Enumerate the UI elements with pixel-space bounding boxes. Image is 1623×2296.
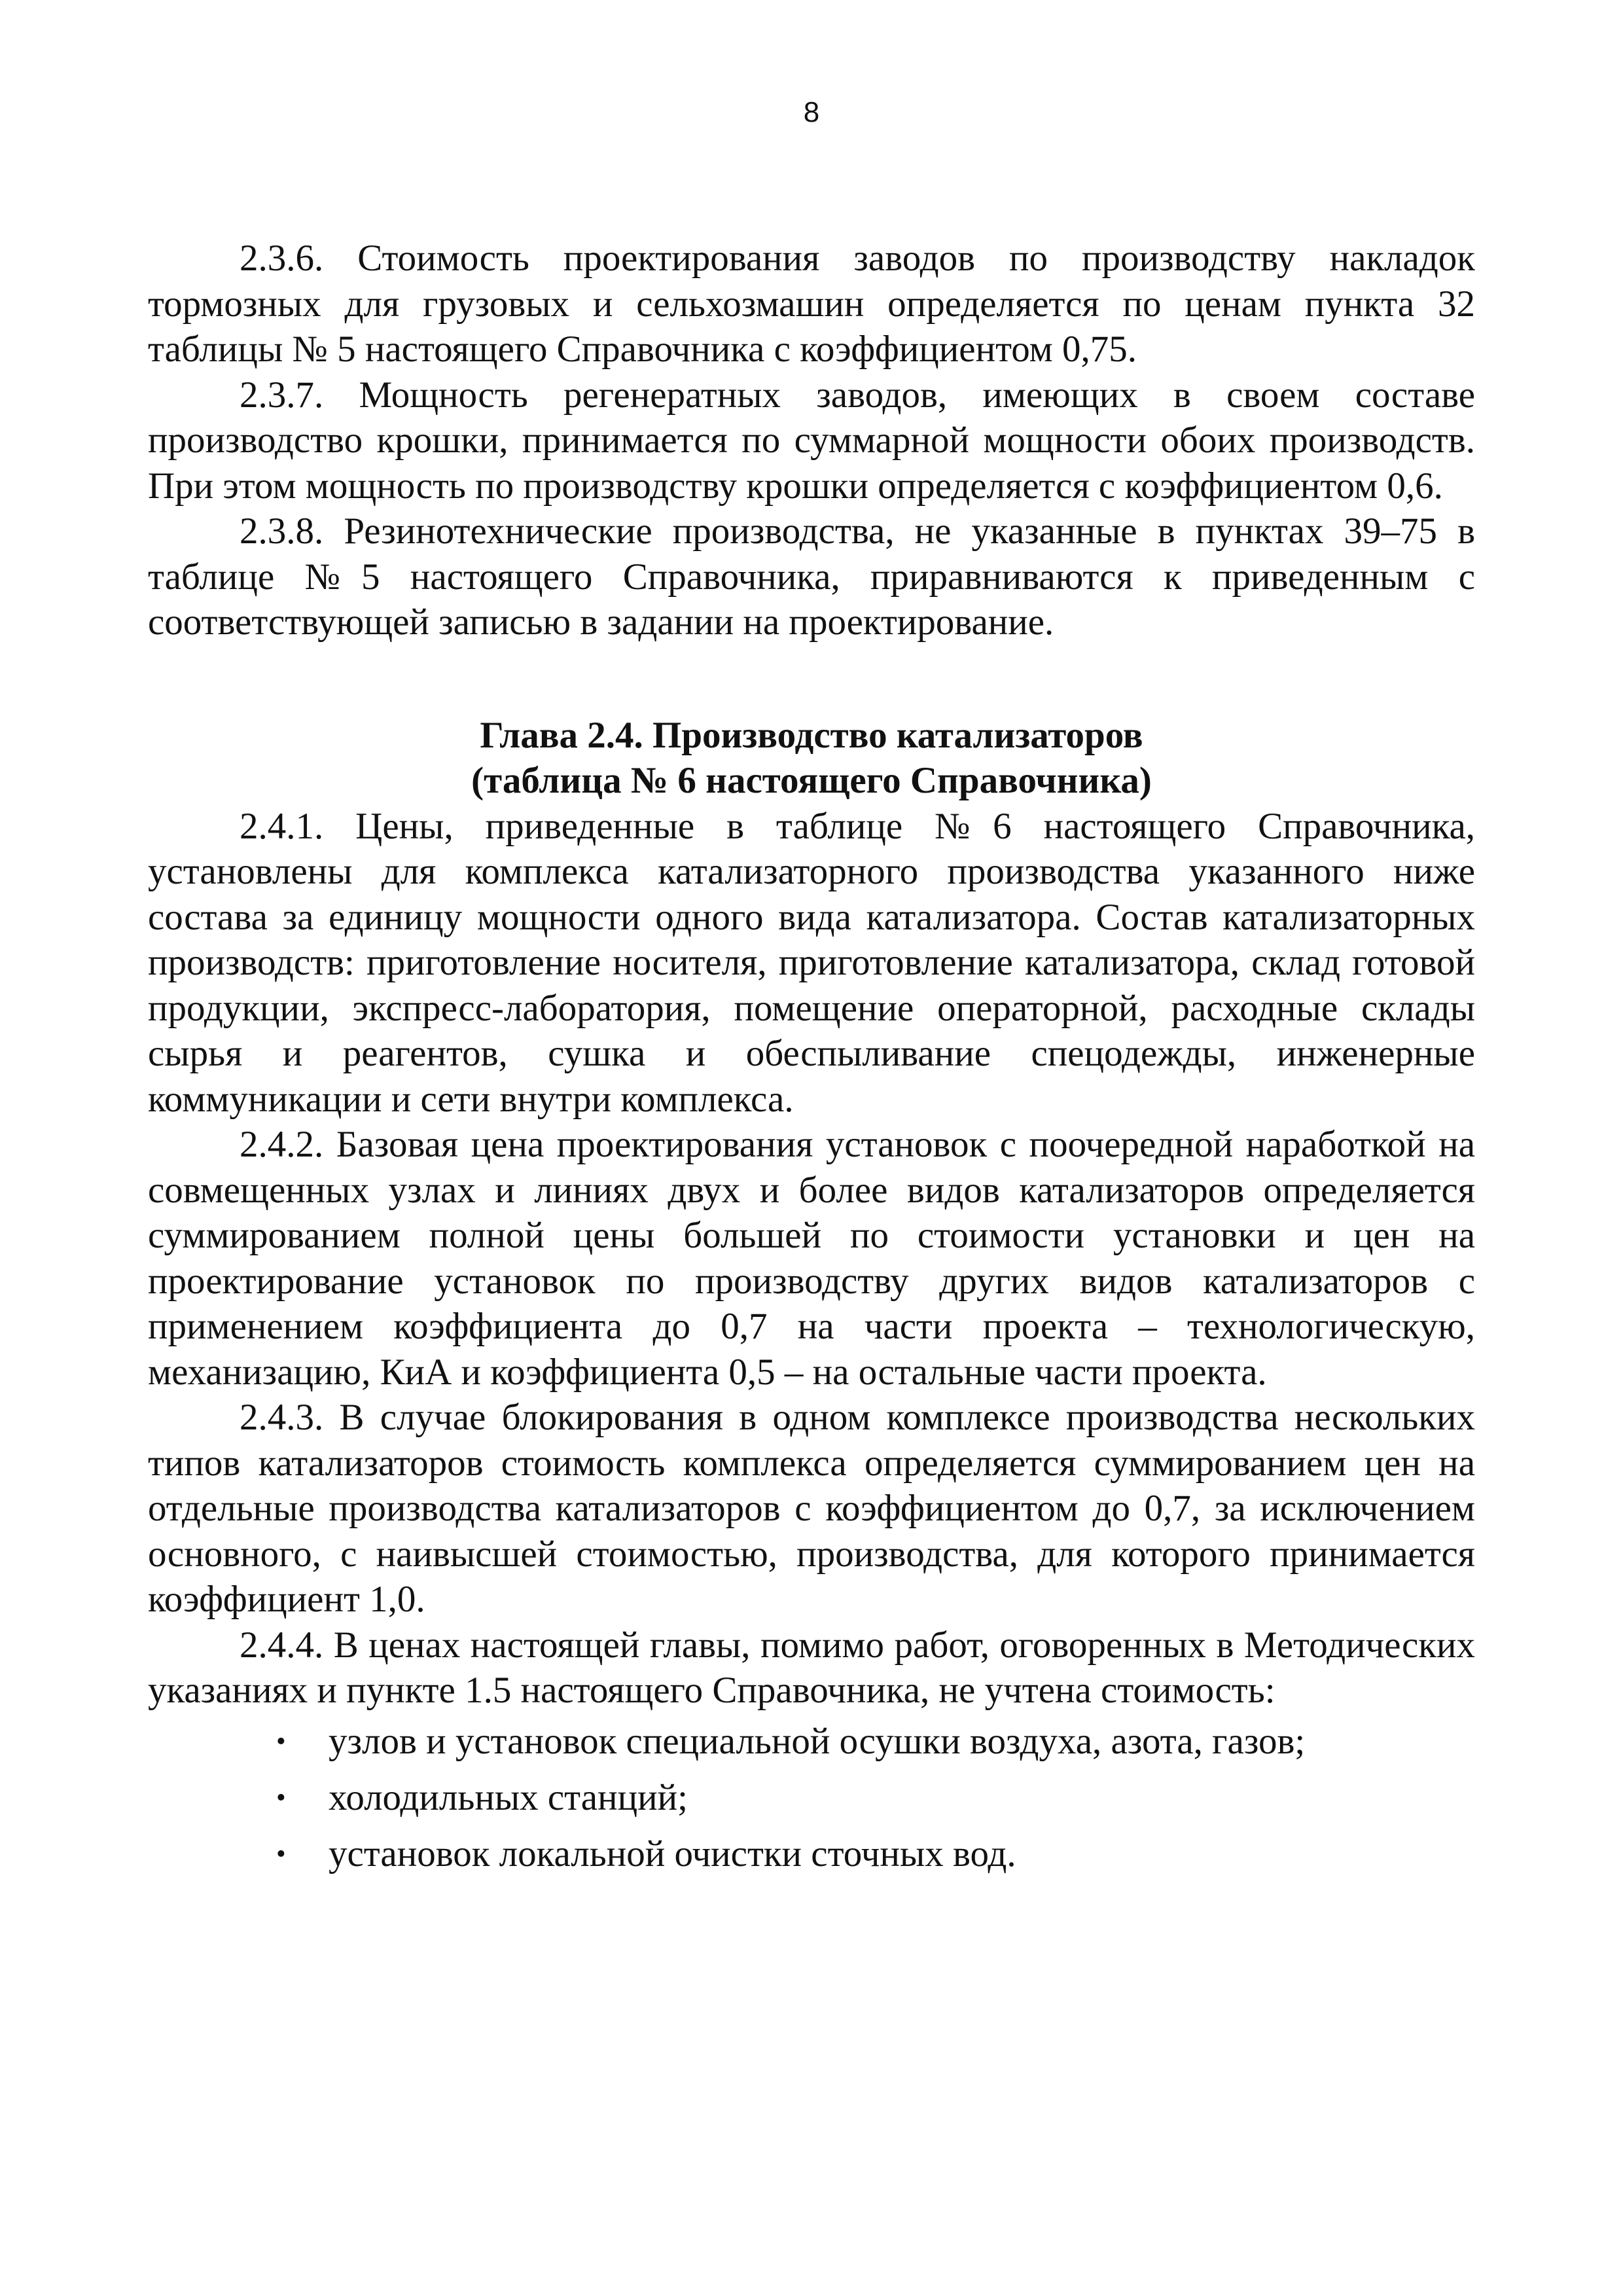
paragraph-2-4-2: 2.4.2. Базовая цена проектирования установок с поочередной наработкой на совмещенных узлах и линиях двух и более видов катализаторов определяется суммированием полной цены большей по стоимости установки и цен на проектирование установок по производству других видов катализаторов с применением коэффициента до 0,7 на части проекта – технологическую, механизацию, КиА и коэффициента 0,5 – на остальные части проекта.: [148, 1124, 1475, 1393]
chapter-title: Глава 2.4. Производство катализаторов: [480, 714, 1143, 756]
bullet-icon: •: [276, 1839, 286, 1869]
exclusions-list: [148, 1713, 1475, 1882]
list-item: [276, 1770, 1475, 1826]
page-number: 8: [803, 96, 820, 128]
document-body: [148, 236, 1475, 1882]
bullet-icon: •: [276, 1782, 286, 1813]
paragraph-2-3-8: 2.3.8. Резинотехнические производства, не указанные в пунктах 39–75 в таблице №5 настоящего Справочника, приравниваются к приведенным с соответствующей записью в задании на проектирование.: [148, 511, 1475, 643]
paragraph-2-4-4: 2.4.4. В ценах настоящей главы, помимо работ, оговоренных в Методических указаниях и пункте 1.5 настоящего Справочника, не учтена стоимость:: [148, 1624, 1475, 1711]
list-item: [276, 1713, 1475, 1770]
paragraph-2-3-7: 2.3.7. Мощность регенератных заводов, имеющих в своем составе производство крошки, принимается по суммарной мощности обоих производств. При этом мощность по производству крошки определяется с коэффициентом 0,6.: [148, 374, 1475, 507]
list-item-text: установок локальной очистки сточных вод.: [329, 1833, 1016, 1874]
chapter-heading: [148, 713, 1475, 804]
paragraph-2-3-6: 2.3.6. Стоимость проектирования заводов по производству накладок тормозных для грузовых и сельхозмашин определяется по ценам пункта 32 таблицы № 5 настоящего Справочника с коэффициентом 0,75.: [148, 238, 1475, 370]
paragraph-2-4-3: 2.4.3. В случае блокирования в одном комплексе производства нескольких типов катализаторов стоимость комплекса определяется суммированием цен на отдельные производства катализаторов с коэффициентом до 0,7, за исключением основного, с наивысшей стоимостью, производства, для которого принимается коэффициент 1,0.: [148, 1397, 1475, 1620]
list-item-text: холодильных станций;: [329, 1776, 688, 1818]
paragraph-2-4-1: 2.4.1. Цены, приведенные в таблице №6 настоящего Справочника, установлены для комплекса катализаторного производства указанного ниже состава за единицу мощности одного вида катализатора. Состав катализаторных производств: приготовление носителя, приготовление катализатора, склад готовой продукции, экспресс-лаборатория, помещение операторной, расходные склады сырья и реагентов, сушка и обеспыливание спецодежды, инженерные коммуникации и сети внутри комплекса.: [148, 805, 1475, 1120]
list-item-text: узлов и установок специальной осушки воздуха, азота, газов;: [329, 1720, 1306, 1762]
chapter-subtitle: (таблица № 6 настоящего Справочника): [471, 760, 1152, 801]
bullet-icon: •: [276, 1726, 286, 1757]
list-item: [276, 1826, 1475, 1882]
